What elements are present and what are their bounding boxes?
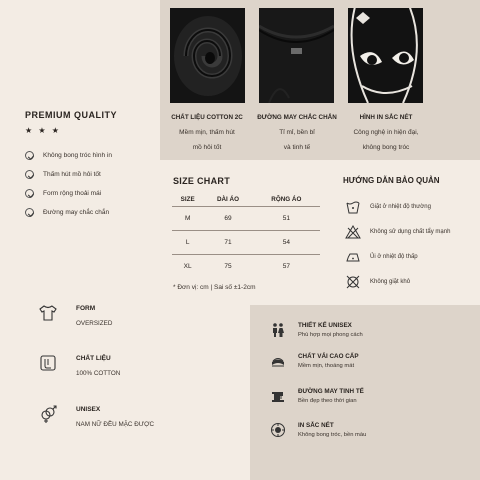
table-cell: 69 — [224, 214, 232, 222]
sewing-machine-icon — [270, 388, 286, 404]
care-list — [345, 194, 450, 294]
premium-list — [25, 146, 112, 222]
spec-value: NAM NỮ ĐỀU MẶC ĐƯỢC — [76, 421, 155, 428]
premium-item-label: Không bong tróc hình in — [43, 152, 113, 159]
highlight-sub: Không bong tróc, bền màu — [298, 432, 367, 438]
table-cell: 71 — [203, 230, 252, 254]
highlight-title: THIẾT KẾ UNISEX — [298, 322, 352, 329]
fabric-icon — [38, 353, 58, 373]
column-header: RỘNG ÁO — [253, 194, 320, 206]
care-item-label: Không giặt khô — [370, 278, 411, 285]
spec-title: UNISEX — [76, 406, 101, 413]
spec-unisex — [38, 404, 154, 428]
highlight-sub: Mềm mịn, thoáng mát — [298, 363, 355, 369]
feature-text: Mềm mịn, thấm hút — [179, 129, 235, 136]
premium-item-label: Đường may chắc chắn — [43, 209, 110, 216]
table-row — [172, 230, 320, 254]
care-title: HƯỚNG DẪN BẢO QUẢN — [343, 176, 440, 185]
wash-icon — [345, 199, 361, 215]
list-item — [345, 244, 450, 269]
list-item — [25, 184, 112, 203]
highlight-print — [270, 422, 366, 438]
feature-title: CHẤT LIỆU COTTON 2C — [171, 114, 243, 121]
spec-title: CHẤT LIỆU — [76, 355, 111, 362]
collar-photo — [259, 8, 334, 103]
table-cell: M — [184, 214, 191, 222]
feature-text: Công nghệ in hiện đại, — [353, 129, 419, 136]
highlight-stitching — [270, 388, 364, 404]
no-bleach-icon — [345, 224, 361, 240]
table-cell: 51 — [282, 214, 290, 222]
check-circle-icon — [25, 208, 34, 217]
size-chart-title: SIZE CHART — [173, 176, 230, 186]
feature-text: và tinh tế — [283, 144, 311, 151]
care-item-label: Giặt ở nhiệt độ thường — [370, 203, 431, 210]
gender-icon — [38, 404, 58, 424]
list-item — [25, 203, 112, 222]
highlight-title: ĐƯỜNG MAY TINH TẾ — [298, 388, 364, 395]
check-circle-icon — [25, 189, 34, 198]
table-cell: 57 — [253, 254, 320, 278]
print-detail-photo — [348, 8, 423, 103]
size-chart-table — [172, 194, 320, 278]
premium-item-label: Thấm hút mồ hôi tốt — [43, 171, 101, 178]
fabric-swirl-photo — [170, 8, 245, 103]
feature-title: HÌNH IN SẮC NÉT — [359, 114, 413, 121]
table-cell: 75 — [203, 254, 252, 278]
size-chart-note: * Đơn vị: cm | Sai số ±1-2cm — [173, 284, 256, 291]
spec-title: FORM — [76, 305, 96, 312]
print-icon — [270, 422, 286, 438]
highlight-sub: Bền đẹp theo thời gian — [298, 398, 357, 404]
feature-text: không bong tróc — [362, 144, 410, 151]
iron-icon — [345, 249, 361, 265]
premium-title: PREMIUM QUALITY — [25, 110, 117, 120]
table-cell: 54 — [253, 230, 320, 254]
unisex-people-icon — [270, 322, 286, 338]
check-circle-icon — [25, 170, 34, 179]
care-item-label: Ủi ở nhiệt độ thấp — [370, 253, 418, 260]
list-item — [25, 146, 112, 165]
highlight-title: IN SẮC NÉT — [298, 422, 334, 429]
rating-stars: ★ ★ ★ — [25, 126, 61, 135]
column-header: SIZE — [172, 194, 203, 206]
spec-form — [38, 303, 112, 327]
highlight-fabric — [270, 353, 359, 369]
premium-item-label: Form rộng thoải mái — [43, 190, 102, 197]
spec-value: OVERSIZED — [76, 320, 113, 327]
list-item — [25, 165, 112, 184]
table-header-row — [172, 194, 320, 206]
table-row — [172, 254, 320, 278]
spec-value: 100% COTTON — [76, 370, 121, 377]
tshirt-icon — [38, 303, 58, 323]
feature-title: ĐƯỜNG MAY CHẮC CHẮN — [257, 114, 337, 121]
table-cell: XL — [172, 254, 203, 278]
table-row — [172, 206, 320, 230]
feature-text: mồ hôi tốt — [192, 144, 222, 151]
list-item — [345, 194, 450, 219]
spec-material — [38, 353, 120, 377]
highlight-title: CHẤT VẢI CAO CẤP — [298, 353, 359, 360]
table-cell: L — [172, 230, 203, 254]
highlight-unisex — [270, 322, 363, 338]
highlight-sub: Phù hợp mọi phong cách — [298, 332, 363, 338]
care-item-label: Không sử dụng chất tẩy mạnh — [370, 228, 451, 235]
feature-text: Tỉ mỉ, bền bỉ — [279, 129, 315, 136]
no-dry-clean-icon — [345, 274, 361, 290]
list-item — [345, 219, 450, 244]
check-circle-icon — [25, 151, 34, 160]
fabric-stack-icon — [270, 353, 286, 369]
column-header: DÀI ÁO — [203, 194, 252, 206]
list-item — [345, 269, 450, 294]
